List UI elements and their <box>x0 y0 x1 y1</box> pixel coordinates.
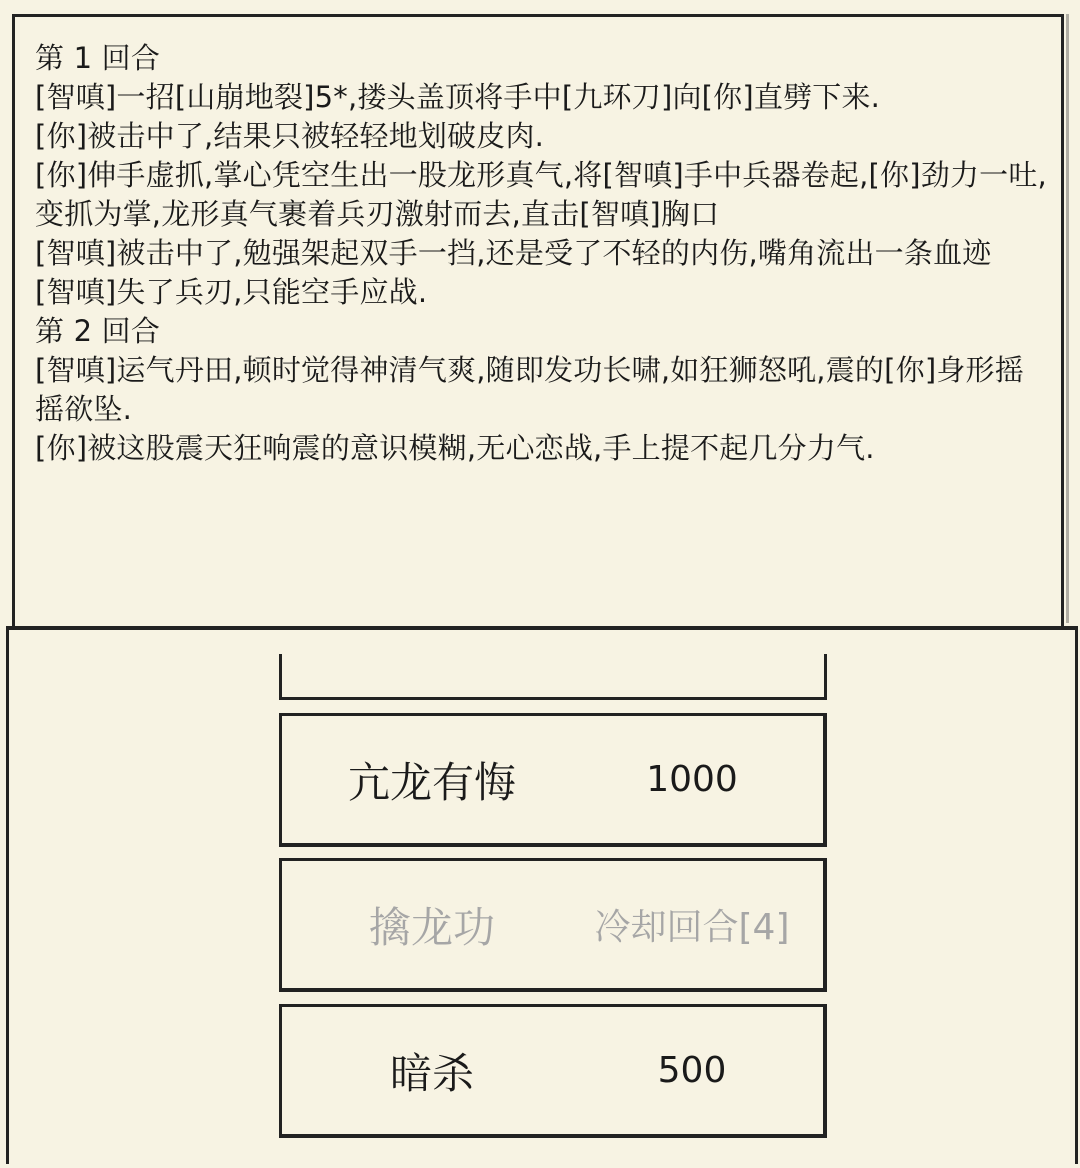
log-line: [智嗔]运气丹田,顿时觉得神清气爽,随即发功长啸,如狂狮怒吼,震的[你]身形摇摇欲坠. <box>35 353 1024 426</box>
skill-cost: 500 <box>657 1050 727 1091</box>
log-line: [你]被击中了,结果只被轻轻地划破皮肉. <box>35 119 545 153</box>
skill-button-qinlong[interactable] <box>279 858 827 992</box>
skill-name: 亢龙有悔 <box>347 757 516 807</box>
skill-cooldown: 冷却回合[4] <box>594 907 790 948</box>
log-line: 第 1 回合 <box>35 41 161 75</box>
skill-name: 暗杀 <box>389 1048 474 1098</box>
log-line: [智嗔]失了兵刃,只能空手应战. <box>35 275 428 309</box>
skill-button-ansha[interactable] <box>279 1004 827 1138</box>
skill-panel <box>6 626 1078 1164</box>
log-line: [智嗔]被击中了,勉强架起双手一挡,还是受了不轻的内伤,嘴角流出一条血迹 <box>35 236 992 270</box>
skill-button-kanglong[interactable] <box>279 713 827 847</box>
log-line: [你]伸手虚抓,掌心凭空生出一股龙形真气,将[智嗔]手中兵器卷起,[你]劲力一吐,变抓为掌,龙形真气裹着兵刃激射而去,直击[智嗔]胸口 <box>35 158 1047 231</box>
skill-button-partial[interactable] <box>279 654 827 700</box>
skill-cost: 1000 <box>646 759 738 800</box>
skill-list[interactable] <box>279 654 829 1168</box>
skill-name: 擒龙功 <box>368 902 495 952</box>
battle-log <box>35 39 1047 468</box>
log-line: [你]被这股震天狂响震的意识模糊,无心恋战,手上提不起几分力气. <box>35 431 875 465</box>
log-line: 第 2 回合 <box>35 314 161 348</box>
log-line: [智嗔]一招[山崩地裂]5*,搂头盖顶将手中[九环刀]向[你]直劈下来. <box>35 80 881 114</box>
battle-log-panel <box>12 14 1064 626</box>
